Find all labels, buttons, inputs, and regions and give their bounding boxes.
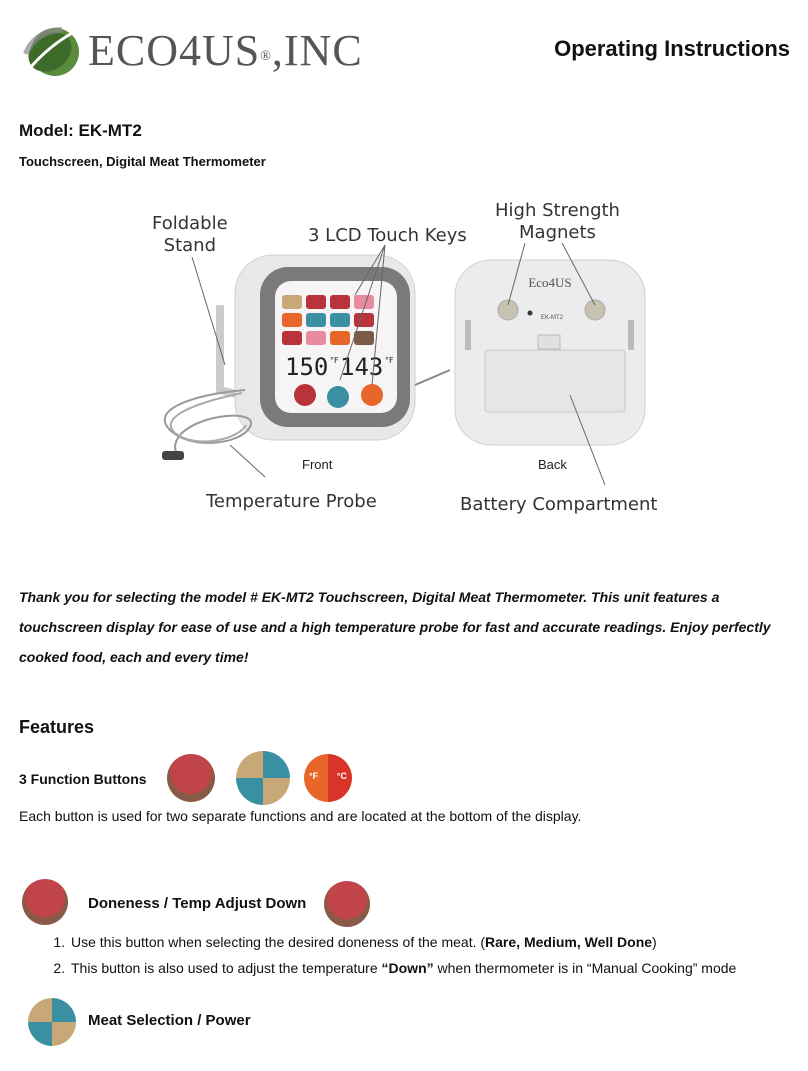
product-subtitle: Touchscreen, Digital Meat Thermometer <box>19 154 266 169</box>
temp-unit-button-icon: °F °C <box>304 754 352 802</box>
list-item: 2. This button is also used to adjust the temperature “Down” when thermometer is in “Manual Cooking” mode <box>69 959 808 977</box>
front-label: Front <box>302 457 333 472</box>
brand-logo-icon <box>22 24 82 80</box>
function-buttons-label: 3 Function Buttons <box>19 771 147 787</box>
callout-magnets: High Strength Magnets <box>495 200 620 243</box>
intro-paragraph: Thank you for selecting the model # EK-MT2 Touchscreen, Digital Meat Thermometer. This unit features a touchscreen display for ease of use and a high temperature probe for fast and accurate readings. Enjoy perfectly cooked food, each and every time! <box>19 589 771 665</box>
back-label: Back <box>538 457 567 472</box>
features-heading: Features <box>19 717 95 737</box>
doneness-label: Doneness / Temp Adjust Down <box>88 895 307 912</box>
callout-foldable-stand: Foldable Stand <box>152 213 228 256</box>
product-figure <box>150 195 670 535</box>
callout-battery-compartment: Battery Compartment <box>460 494 658 515</box>
callout-temperature-probe: Temperature Probe <box>206 491 377 512</box>
list-item: 1. Use this button when selecting the desired doneness of the meat. (Rare, Medium, Well Done) <box>69 933 808 951</box>
function-buttons-description: Each button is used for two separate functions and are located at the bottom of the display. <box>19 808 582 824</box>
meat-selection-label: Meat Selection / Power <box>88 1012 251 1029</box>
svg-text:Eco4US: Eco4US <box>528 275 572 290</box>
brand-name: ECO4US®,INC <box>88 26 363 75</box>
document-title: Operating Instructions <box>554 36 790 61</box>
doneness-icon <box>22 879 68 925</box>
back-unit <box>455 260 645 445</box>
svg-text:°F: °F <box>330 356 339 365</box>
model-heading: Model: EK-MT2 <box>19 121 142 140</box>
svg-text:°F: °F <box>385 356 394 365</box>
lcd-left-reading: 150 <box>285 353 329 381</box>
doneness-down-icon <box>324 881 370 927</box>
doneness-steps <box>19 933 808 985</box>
callout-touch-keys: 3 LCD Touch Keys <box>308 225 467 246</box>
meat-selection-icon <box>28 998 76 1046</box>
power-button-icon <box>236 751 290 805</box>
doneness-button-icon <box>167 754 215 802</box>
front-unit <box>162 255 450 460</box>
svg-text:EK-MT2: EK-MT2 <box>540 315 564 321</box>
lcd-right-reading: 143 <box>340 353 384 381</box>
